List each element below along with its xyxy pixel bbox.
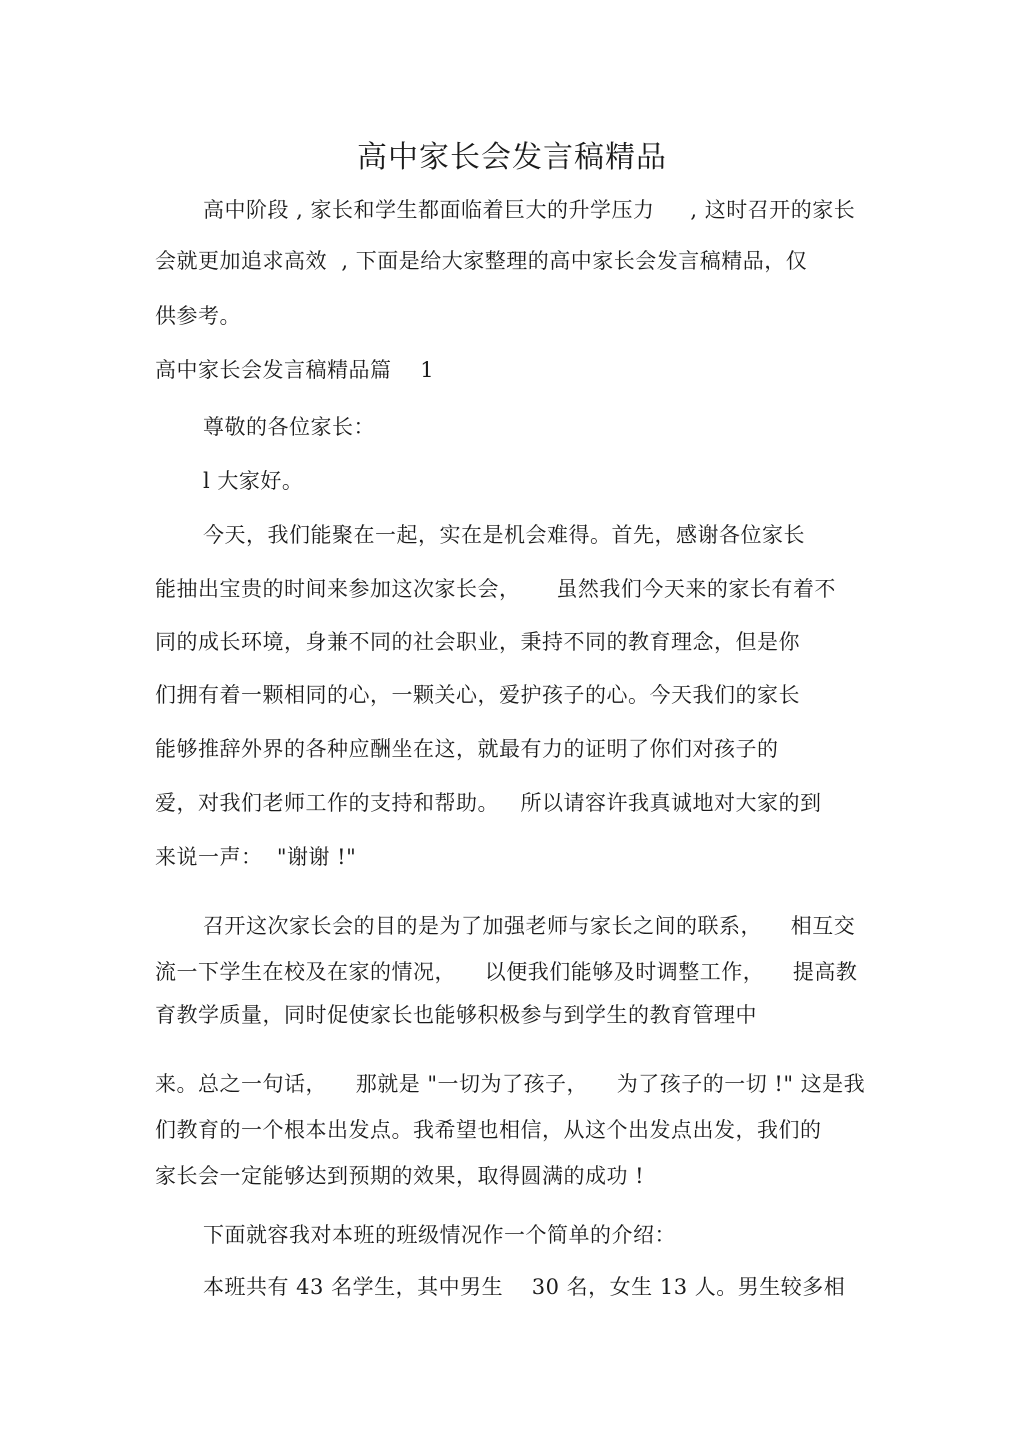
paragraph-line: 们教育的一个根本出发点。我希望也相信，从这个出发点出发，我们的 <box>155 1118 822 1142</box>
paragraph-line: 本班共有 43 名学生，其中男生 30 名，女生 13 人。男生较多相 <box>203 1275 846 1299</box>
paragraph-line: 下面就容我对本班的班级情况作一个简单的介绍： <box>203 1223 676 1247</box>
paragraph-line: 家长会一定能够达到预期的效果，取得圆满的成功 ! <box>155 1164 645 1188</box>
paragraph-line: 来。总之一句话， 那就是 "一切为了孩子， 为了孩子的一切 !" 这是我 <box>155 1072 866 1096</box>
document-title: 高中家长会发言稿精品 <box>357 140 667 175</box>
paragraph-line: 高中阶段 , 家长和学生都面临着巨大的升学压力 , 这时召开的家长 <box>203 198 856 222</box>
paragraph-line: 来说一声： "谢谢 !" <box>155 845 357 869</box>
paragraph-line: 爱，对我们老师工作的支持和帮助。 所以请容许我真诚地对大家的到 <box>155 791 822 815</box>
paragraph-line: 今天，我们能聚在一起，实在是机会难得。首先，感谢各位家长 <box>203 523 805 547</box>
paragraph-line: 同的成长环境，身兼不同的社会职业，秉持不同的教育理念，但是你 <box>155 630 800 654</box>
greeting-line: l 大家好。 <box>203 469 304 493</box>
section-heading: 高中家长会发言稿精品篇 1 <box>155 358 435 382</box>
paragraph-line: 流一下学生在校及在家的情况， 以便我们能够及时调整工作， 提高教 <box>155 960 858 984</box>
paragraph-line: 能够推辞外界的各种应酬坐在这，就最有力的证明了你们对孩子的 <box>155 737 779 761</box>
paragraph-line: 召开这次家长会的目的是为了加强老师与家长之间的联系， 相互交 <box>203 914 856 938</box>
paragraph-line: 能抽出宝贵的时间来参加这次家长会， 虽然我们今天来的家长有着不 <box>155 577 836 601</box>
paragraph-line: 们拥有着一颗相同的心，一颗关心，爱护孩子的心。今天我们的家长 <box>155 683 800 707</box>
paragraph-line: 会就更加追求高效 , 下面是给大家整理的高中家长会发言稿精品，仅 <box>155 249 808 273</box>
paragraph-line: 供参考。 <box>155 304 241 328</box>
paragraph-line: 育教学质量，同时促使家长也能够积极参与到学生的教育管理中 <box>155 1003 757 1027</box>
salutation-line: 尊敬的各位家长： <box>203 415 375 439</box>
